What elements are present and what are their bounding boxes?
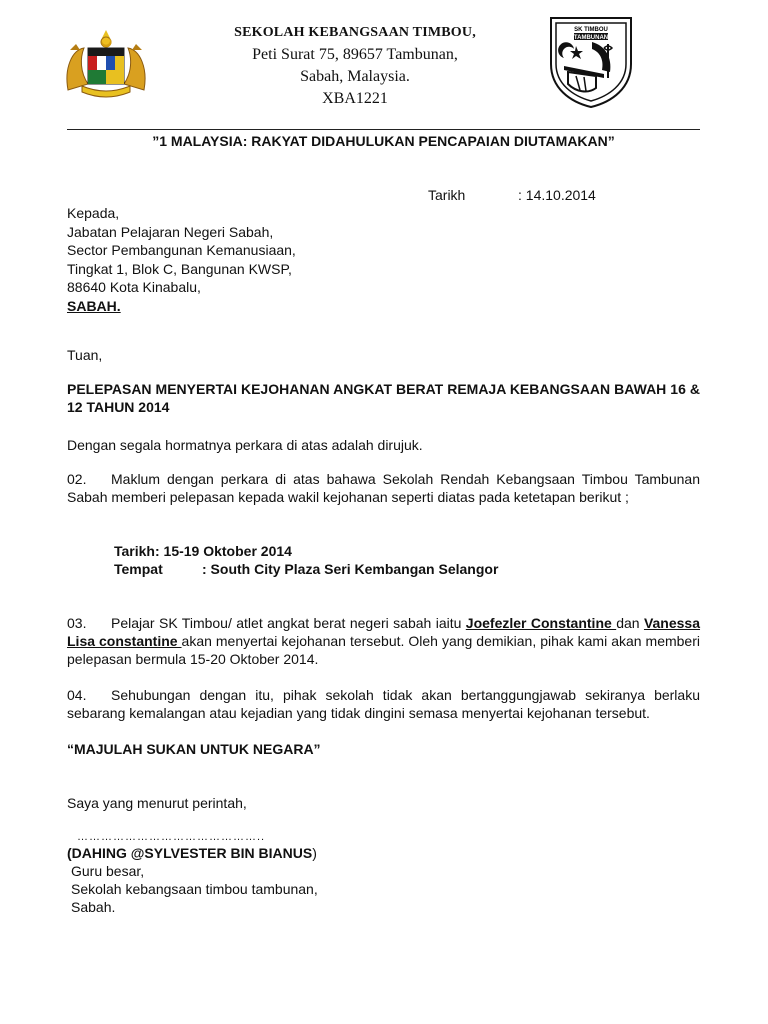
letter-date xyxy=(428,186,596,204)
paragraph-3 xyxy=(67,614,700,668)
recipient-state: SABAH. xyxy=(67,297,121,314)
svg-text:SK TIMBOU: SK TIMBOU xyxy=(574,27,608,33)
event-place-value: : South City Plaza Seri Kembangan Selangor xyxy=(202,561,499,577)
paragraph-number: 03. xyxy=(67,615,87,631)
date-value: : 14.10.2014 xyxy=(518,187,596,203)
address-line-2: Sabah, Malaysia. xyxy=(300,68,410,85)
paragraph-number: 04. xyxy=(67,687,87,703)
signature-dots: ……………………………………….. xyxy=(77,831,266,843)
paragraph-3-text-a: Pelajar SK Timbou/ atlet angkat berat negeri sabah iaitu xyxy=(111,615,466,631)
athlete-name-2: Vanessa Lisa constantine xyxy=(67,615,701,649)
national-slogan: ”1 MALAYSIA: RAKYAT DIDAHULUKAN PENCAPAIAN DIUTAMAKAN” xyxy=(152,133,615,149)
paragraph-number: 02. xyxy=(67,471,87,487)
svg-text:TAMBUNAN: TAMBUNAN xyxy=(573,35,609,41)
school-name: SEKOLAH KEBANGSAAN TIMBOU, xyxy=(234,25,476,40)
event-date: Tarikh: 15-19 Oktober 2014 xyxy=(114,543,292,559)
coat-of-arms-logo xyxy=(58,28,154,100)
paragraph-4-text: Sehubungan dengan itu, pihak sekolah tidak akan bertanggungjawab sekiranya berlaku sebarang kemalangan atau kejadian yang tidak dingini semasa menyertai kejohanan tersebut. xyxy=(67,687,700,721)
athlete-name-1: Joefezler Constantine xyxy=(465,615,617,631)
recipient-address xyxy=(67,204,296,315)
paragraph-3-text-b: dan xyxy=(616,615,644,631)
paragraph-2 xyxy=(67,470,700,506)
greeting: Tuan, xyxy=(67,347,103,363)
date-label: Tarikh xyxy=(428,187,466,203)
recipient-line: Jabatan Pelajaran Negeri Sabah, xyxy=(67,223,274,240)
event-place-label: Tempat xyxy=(114,561,163,577)
cropped-line xyxy=(205,110,505,119)
signatory-title: Guru besar, xyxy=(71,863,145,879)
school-crest-logo xyxy=(546,14,636,109)
paragraph-3-text-c: akan menyertai kejohanan tersebut. Oleh yang demikian, pihak kami akan memberi pelepasan bermula 15-20 Oktober 2014. xyxy=(67,633,700,667)
school-letterhead xyxy=(205,22,505,119)
address-line-1: Peti Surat 75, 89657 Tambunan, xyxy=(252,46,458,63)
signatory-name-close: ) xyxy=(312,845,317,861)
letter-subject: PELEPASAN MENYERTAI KEJOHANAN ANGKAT BERAT REMAJA KEBANGSAAN BAWAH 16 & 12 TAHUN 2014 xyxy=(67,381,700,415)
sports-motto: “MAJULAH SUKAN UNTUK NEGARA” xyxy=(67,741,321,757)
event-details xyxy=(114,542,498,578)
recipient-line: Sector Pembangunan Kemanusiaan, xyxy=(67,242,296,258)
school-code: XBA1221 xyxy=(322,90,388,107)
signatory-school: Sekolah kebangsaan timbou tambunan, xyxy=(71,881,318,897)
signatory-state: Sabah. xyxy=(71,899,116,915)
paragraph-1: Dengan segala hormatnya perkara di atas adalah dirujuk. xyxy=(67,437,423,453)
signature-block xyxy=(67,830,318,916)
closing-line: Saya yang menurut perintah, xyxy=(67,795,247,811)
header-divider xyxy=(67,129,700,130)
recipient-line: Tingkat 1, Blok C, Bangunan KWSP, xyxy=(67,260,292,277)
signatory-name: (DAHING @SYLVESTER BIN BIANUS xyxy=(67,845,313,861)
paragraph-2-text: Maklum dengan perkara di atas bahawa Sekolah Rendah Kebangsaan Timbou Tambunan Sabah memberi pelepasan kepada wakil kejohanan seperti diatas pada ketetapan berikut ; xyxy=(67,471,700,505)
recipient-to: Kepada, xyxy=(67,205,120,221)
paragraph-4 xyxy=(67,686,700,722)
recipient-line: 88640 Kota Kinabalu, xyxy=(67,279,201,295)
